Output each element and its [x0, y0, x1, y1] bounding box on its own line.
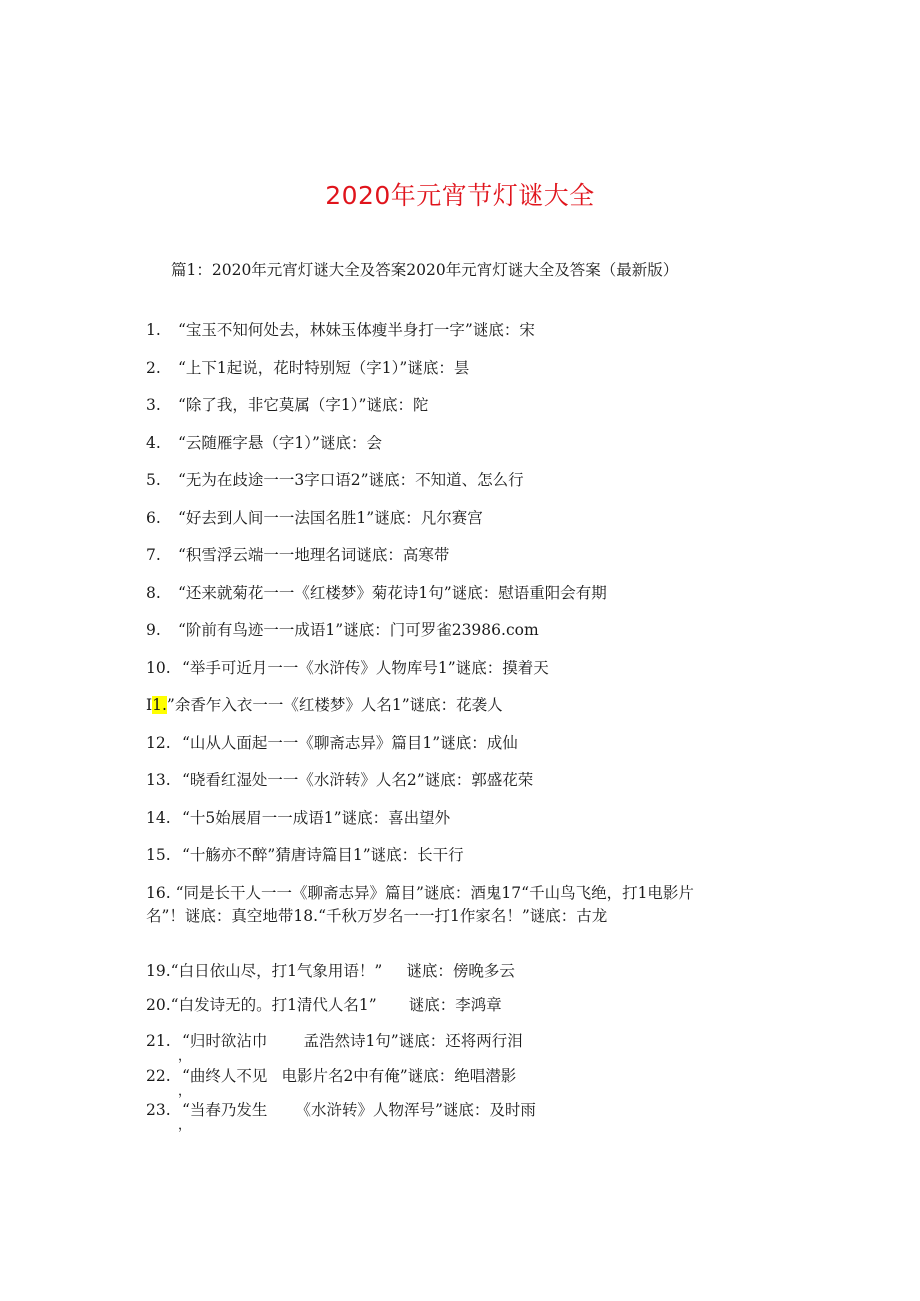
list-item-multiline: 16. “同是长干人一一《聊斋志异》篇目”谜底：酒鬼17“千山鸟飞绝，打1电影片名”！谜底：真空地带18.“千秋万岁名一一打1作家名！”谜底：古龙 — [146, 884, 694, 925]
list-item: 3. “除了我，非它莫属（字1）”谜底：陀 — [146, 396, 429, 414]
stray-comma: ， — [178, 1049, 192, 1064]
list-item: 7. “积雪浮云端一一地理名词谜底：高寒带 — [146, 546, 450, 564]
list-item: 20.“白发诗无的。打1清代人名1” 谜底：李鸿章 — [146, 996, 502, 1014]
list-item: I1.”余香乍入衣一一《红楼梦》人名1”谜底：花袭人 — [146, 696, 503, 714]
list-item: 23. “当春乃发生 《水浒转》人物浑号”谜底：及时雨 — [146, 1101, 536, 1119]
document-title: 2020年元宵节灯谜大全 — [325, 181, 595, 210]
list-item: 9. “阶前有鸟迹一一成语1”谜底：门可罗雀23986.com — [146, 621, 539, 639]
list-item: 21. “归时欲沾巾 孟浩然诗1句”谜底：还将两行泪 — [146, 1032, 523, 1050]
intro-paragraph — [146, 259, 686, 282]
list-item: 15. “十觞亦不醉”猜唐诗篇目1”谜底：长干行 — [146, 846, 464, 864]
list-item: 12. “山从人面起一一《聊斋志异》篇目1”谜底：成仙 — [146, 734, 518, 752]
intro-text: 篇1：2020年元宵灯谜大全及答案2020年元宵灯谜大全及答案（最新版） — [171, 261, 679, 279]
list-item: 13. “晓看红湿处一一《水浒转》人名2”谜底：郭盛花荣 — [146, 771, 534, 789]
list-item: 14. “十5始展眉一一成语1”谜底：喜出望外 — [146, 809, 451, 827]
highlighted-number: 1. — [152, 696, 167, 714]
list-item: 22. “曲终人不见 电影片名2中有俺”谜底：绝唱潜影 — [146, 1067, 517, 1085]
list-item: 4. “云随雁字悬（字1）”谜底：会 — [146, 434, 382, 452]
list-item: 2. “上下1起说，花时特别短（字1）”谜底：昙 — [146, 359, 470, 377]
stray-comma: ， — [178, 1084, 192, 1099]
list-item: 5. “无为在歧途一一3字口语2”谜底：不知道、怎么行 — [146, 471, 524, 489]
list-item: 8. “还来就菊花一一《红楼梦》菊花诗1句”谜底：慰语重阳会有期 — [146, 584, 607, 602]
list-item: 6. “好去到人间一一法国名胜1”谜底：凡尔赛宫 — [146, 509, 483, 527]
list-item: 19.“白日依山尽，打1气象用语！” 谜底：傍晚多云 — [146, 962, 515, 980]
list-item: 10. “举手可近月一一《水浒传》人物库号1”谜底：摸着天 — [146, 659, 549, 677]
list-item: 1. “宝玉不知何处去，林妹玉体瘦半身打一字”谜底：宋 — [146, 321, 535, 339]
stray-comma: ， — [178, 1118, 192, 1133]
